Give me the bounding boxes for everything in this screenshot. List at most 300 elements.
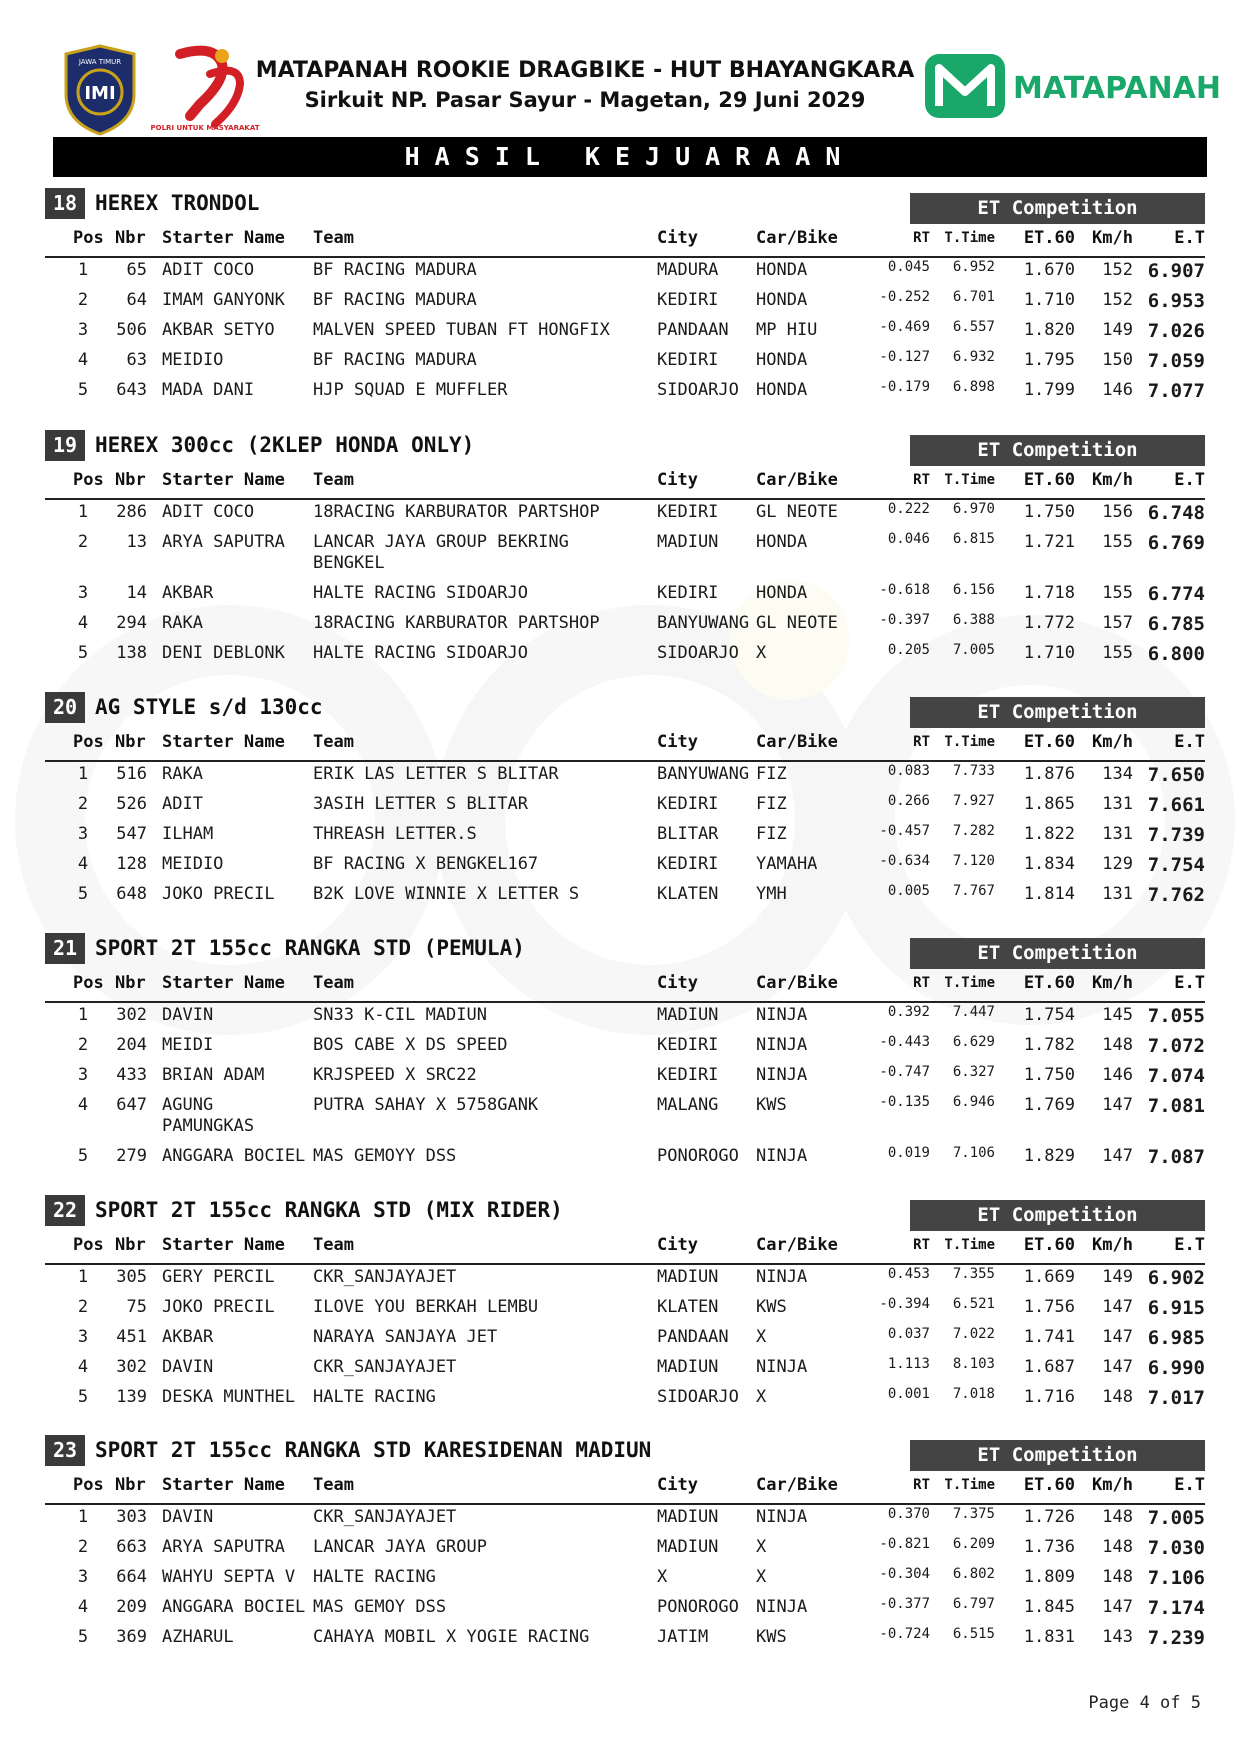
column-header-city: City [657, 228, 698, 248]
cell-nbr: 286 [116, 502, 147, 522]
cell-bike: GL NEOTE [756, 613, 838, 633]
cell-ttime: 7.018 [952, 1386, 995, 1402]
column-header-pos: Pos [73, 1235, 104, 1255]
cell-pos: 3 [77, 1567, 89, 1587]
cell-nbr: 64 [126, 290, 147, 310]
cell-rt: 0.045 [887, 259, 930, 275]
cell-team: HALTE RACING SIDOARJO [313, 583, 528, 603]
cell-pos: 1 [77, 764, 89, 784]
cell-kmh: 131 [1102, 824, 1133, 844]
column-header-et60: ET.60 [1023, 732, 1075, 752]
class-section [45, 1435, 1205, 1675]
table-row [45, 1035, 1205, 1065]
cell-team: KRJSPEED X SRC22 [313, 1065, 477, 1085]
cell-bike: NINJA [756, 1065, 808, 1085]
cell-nbr: 451 [116, 1327, 147, 1347]
table-row [45, 290, 1205, 320]
cell-et60: 1.750 [1023, 502, 1075, 522]
cell-bike: KWS [756, 1095, 787, 1115]
cell-name: DAVIN [162, 1005, 214, 1025]
column-header-bike: Car/Bike [756, 1475, 838, 1495]
table-row [45, 583, 1205, 613]
cell-et: 6.769 [1147, 532, 1205, 554]
cell-nbr: 547 [116, 824, 147, 844]
cell-et: 6.907 [1147, 260, 1205, 282]
cell-pos: 5 [77, 1627, 89, 1647]
cell-nbr: 302 [116, 1005, 147, 1025]
cell-et60: 1.772 [1023, 613, 1075, 633]
cell-ttime: 7.927 [952, 793, 995, 809]
cell-nbr: 139 [116, 1387, 147, 1407]
cell-ttime: 6.156 [952, 582, 995, 598]
cell-bike: NINJA [756, 1146, 808, 1166]
cell-rt: -0.821 [879, 1536, 930, 1552]
cell-pos: 5 [77, 643, 89, 663]
cell-et: 6.953 [1147, 290, 1205, 312]
column-header-name: Starter Name [162, 1235, 285, 1255]
cell-team: HJP SQUAD E MUFFLER [313, 380, 508, 400]
cell-rt: -0.397 [879, 612, 930, 628]
cell-nbr: 303 [116, 1507, 147, 1527]
cell-et60: 1.710 [1023, 290, 1075, 310]
cell-bike: HONDA [756, 260, 808, 280]
cell-pos: 1 [77, 1507, 89, 1527]
table-row [45, 350, 1205, 380]
cell-pos: 3 [77, 1327, 89, 1347]
cell-city: KEDIRI [657, 794, 719, 814]
cell-rt: -0.394 [879, 1296, 930, 1312]
cell-team: MAS GEMOYY DSS [313, 1146, 457, 1166]
cell-nbr: 664 [116, 1567, 147, 1587]
column-header-ttime: T.Time [944, 1477, 995, 1493]
table-row [45, 1627, 1205, 1657]
cell-et60: 1.669 [1023, 1267, 1075, 1287]
cell-rt: 0.001 [887, 1386, 930, 1402]
column-header-kmh: Km/h [1092, 1475, 1133, 1495]
column-header-name: Starter Name [162, 1475, 285, 1495]
cell-kmh: 134 [1102, 764, 1133, 784]
cell-team: CKR_SANJAYAJET [313, 1357, 457, 1377]
cell-team: HALTE RACING SIDOARJO [313, 643, 528, 663]
column-header-et60: ET.60 [1023, 973, 1075, 993]
cell-et: 7.072 [1147, 1035, 1205, 1057]
results-table-body [45, 502, 1205, 673]
cell-bike: FIZ [756, 794, 787, 814]
column-header-et60: ET.60 [1023, 228, 1075, 248]
table-row [45, 1146, 1205, 1176]
table-header [45, 973, 1205, 1003]
cell-kmh: 148 [1102, 1507, 1133, 1527]
cell-pos: 5 [77, 884, 89, 904]
cell-team: CKR_SANJAYAJET [313, 1507, 457, 1527]
column-header-rt: RT [913, 1477, 930, 1493]
cell-et60: 1.831 [1023, 1627, 1075, 1647]
cell-bike: NINJA [756, 1507, 808, 1527]
table-row [45, 764, 1205, 794]
class-title: SPORT 2T 155cc RANGKA STD (PEMULA) [95, 936, 525, 960]
cell-team: CAHAYA MOBIL X YOGIE RACING [313, 1627, 590, 1647]
column-header-ttime: T.Time [944, 734, 995, 750]
page-number: Page 4 of 5 [1088, 1693, 1201, 1713]
cell-et: 7.074 [1147, 1065, 1205, 1087]
table-row [45, 1095, 1205, 1146]
cell-et: 7.026 [1147, 320, 1205, 342]
cell-name: MEIDIO [162, 854, 224, 874]
cell-bike: HONDA [756, 380, 808, 400]
cell-nbr: 369 [116, 1627, 147, 1647]
column-header-rt: RT [913, 975, 930, 991]
cell-pos: 3 [77, 824, 89, 844]
cell-city: KLATEN [657, 884, 719, 904]
cell-kmh: 155 [1102, 532, 1133, 552]
table-row [45, 1267, 1205, 1297]
cell-kmh: 148 [1102, 1387, 1133, 1407]
cell-bike: KWS [756, 1627, 787, 1647]
cell-kmh: 146 [1102, 1065, 1133, 1085]
cell-ttime: 6.327 [952, 1064, 995, 1080]
cell-nbr: 14 [126, 583, 147, 603]
competition-badge: ET Competition [910, 193, 1205, 224]
cell-name: DESKA MUNTHEL [162, 1387, 296, 1407]
cell-ttime: 6.970 [952, 501, 995, 517]
cell-pos: 2 [77, 532, 89, 552]
cell-city: PANDAAN [657, 1327, 729, 1347]
cell-team: 3ASIH LETTER S BLITAR [313, 794, 528, 814]
cell-pos: 1 [77, 260, 89, 280]
column-header-bike: Car/Bike [756, 732, 838, 752]
column-header-kmh: Km/h [1092, 732, 1133, 752]
cell-kmh: 149 [1102, 1267, 1133, 1287]
cell-team: BF RACING MADURA [313, 260, 477, 280]
cell-rt: 0.370 [887, 1506, 930, 1522]
cell-rt: -0.304 [879, 1566, 930, 1582]
cell-rt: 0.392 [887, 1004, 930, 1020]
cell-rt: 1.113 [887, 1356, 930, 1372]
cell-bike: GL NEOTE [756, 502, 838, 522]
column-header-bike: Car/Bike [756, 973, 838, 993]
cell-nbr: 294 [116, 613, 147, 633]
cell-pos: 2 [77, 290, 89, 310]
cell-city: MADIUN [657, 1005, 719, 1025]
cell-pos: 4 [77, 613, 89, 633]
column-header-et60: ET.60 [1023, 1235, 1075, 1255]
column-header-ttime: T.Time [944, 975, 995, 991]
cell-name: BRIAN ADAM [162, 1065, 265, 1085]
column-header-nbr: Nbr [115, 1235, 146, 1255]
column-header-et: E.T [1174, 732, 1205, 752]
cell-ttime: 6.797 [952, 1596, 995, 1612]
results-table-body [45, 1507, 1205, 1657]
cell-rt: 0.453 [887, 1266, 930, 1282]
cell-city: PONOROGO [657, 1146, 739, 1166]
cell-city: SIDOARJO [657, 643, 739, 663]
cell-kmh: 156 [1102, 502, 1133, 522]
cell-name: WAHYU SEPTA V [162, 1567, 296, 1587]
cell-nbr: 526 [116, 794, 147, 814]
cell-et60: 1.822 [1023, 824, 1075, 844]
column-header-et: E.T [1174, 228, 1205, 248]
cell-ttime: 8.103 [952, 1356, 995, 1372]
cell-et: 7.005 [1147, 1507, 1205, 1529]
cell-name: ILHAM [162, 824, 214, 844]
cell-name: DAVIN [162, 1507, 214, 1527]
cell-city: MADURA [657, 260, 719, 280]
column-header-team: Team [313, 470, 354, 490]
cell-city: SIDOARJO [657, 1387, 739, 1407]
cell-rt: 0.222 [887, 501, 930, 517]
cell-et60: 1.809 [1023, 1567, 1075, 1587]
cell-et: 7.754 [1147, 854, 1205, 876]
table-header [45, 470, 1205, 500]
cell-et: 7.650 [1147, 764, 1205, 786]
cell-team: THREASH LETTER.S [313, 824, 477, 844]
cell-ttime: 6.521 [952, 1296, 995, 1312]
cell-et: 6.785 [1147, 613, 1205, 635]
cell-pos: 2 [77, 794, 89, 814]
cell-kmh: 155 [1102, 643, 1133, 663]
column-header-et: E.T [1174, 1235, 1205, 1255]
cell-bike: X [756, 1537, 767, 1557]
cell-rt: 0.205 [887, 642, 930, 658]
cell-kmh: 131 [1102, 884, 1133, 904]
cell-et60: 1.710 [1023, 643, 1075, 663]
cell-rt: -0.135 [879, 1094, 930, 1110]
column-header-name: Starter Name [162, 228, 285, 248]
cell-team: CKR_SANJAYAJET [313, 1267, 457, 1287]
cell-nbr: 663 [116, 1537, 147, 1557]
column-header-bike: Car/Bike [756, 470, 838, 490]
cell-et: 6.985 [1147, 1327, 1205, 1349]
cell-bike: MP HIU [756, 320, 818, 340]
class-number: 22 [45, 1195, 85, 1226]
svg-text:JAWA TIMUR: JAWA TIMUR [78, 58, 122, 66]
cell-rt: -0.457 [879, 823, 930, 839]
results-table-body [45, 764, 1205, 914]
svg-text:IMI: IMI [84, 83, 116, 104]
cell-kmh: 148 [1102, 1035, 1133, 1055]
cell-team: MALVEN SPEED TUBAN FT HONGFIX [313, 320, 610, 340]
cell-rt: -0.634 [879, 853, 930, 869]
cell-et60: 1.721 [1023, 532, 1075, 552]
cell-bike: NINJA [756, 1597, 808, 1617]
cell-et60: 1.756 [1023, 1297, 1075, 1317]
cell-team: 18RACING KARBURATOR PARTSHOP [313, 613, 600, 633]
cell-city: KEDIRI [657, 854, 719, 874]
competition-badge: ET Competition [910, 697, 1205, 728]
column-header-city: City [657, 732, 698, 752]
cell-name: AKBAR SETYO [162, 320, 275, 340]
cell-bike: HONDA [756, 290, 808, 310]
column-header-team: Team [313, 732, 354, 752]
cell-kmh: 148 [1102, 1537, 1133, 1557]
cell-et: 7.106 [1147, 1567, 1205, 1589]
class-title: SPORT 2T 155cc RANGKA STD (MIX RIDER) [95, 1198, 563, 1222]
cell-pos: 2 [77, 1537, 89, 1557]
cell-ttime: 7.106 [952, 1145, 995, 1161]
cell-team: BF RACING MADURA [313, 350, 477, 370]
cell-pos: 3 [77, 583, 89, 603]
cell-kmh: 129 [1102, 854, 1133, 874]
cell-et: 6.748 [1147, 502, 1205, 524]
cell-nbr: 13 [126, 532, 147, 552]
column-header-nbr: Nbr [115, 973, 146, 993]
cell-city: KEDIRI [657, 290, 719, 310]
cell-name: ARYA SAPUTRA [162, 1537, 285, 1557]
cell-et60: 1.716 [1023, 1387, 1075, 1407]
cell-name: ADIT [162, 794, 203, 814]
cell-rt: 0.005 [887, 883, 930, 899]
column-header-team: Team [313, 973, 354, 993]
cell-pos: 4 [77, 1095, 89, 1115]
cell-kmh: 152 [1102, 290, 1133, 310]
column-header-ttime: T.Time [944, 1237, 995, 1253]
column-header-pos: Pos [73, 1475, 104, 1495]
column-header-team: Team [313, 228, 354, 248]
cell-kmh: 147 [1102, 1327, 1133, 1347]
column-header-kmh: Km/h [1092, 228, 1133, 248]
cell-nbr: 647 [116, 1095, 147, 1115]
cell-name: IMAM GANYONK [162, 290, 285, 310]
table-row [45, 794, 1205, 824]
table-row [45, 613, 1205, 643]
cell-name: AKBAR [162, 1327, 214, 1347]
table-row [45, 1507, 1205, 1537]
cell-bike: NINJA [756, 1267, 808, 1287]
cell-pos: 1 [77, 1267, 89, 1287]
cell-kmh: 147 [1102, 1357, 1133, 1377]
column-header-nbr: Nbr [115, 228, 146, 248]
cell-bike: FIZ [756, 824, 787, 844]
cell-rt: -0.618 [879, 582, 930, 598]
column-header-rt: RT [913, 1237, 930, 1253]
cell-bike: HONDA [756, 532, 808, 552]
cell-nbr: 506 [116, 320, 147, 340]
cell-bike: YAMAHA [756, 854, 818, 874]
cell-nbr: 516 [116, 764, 147, 784]
cell-bike: X [756, 1567, 767, 1587]
results-table-body [45, 260, 1205, 410]
column-header-bike: Car/Bike [756, 1235, 838, 1255]
column-header-bike: Car/Bike [756, 228, 838, 248]
cell-name: ADIT COCO [162, 502, 255, 522]
cell-rt: -0.252 [879, 289, 930, 305]
column-header-et60: ET.60 [1023, 470, 1075, 490]
table-row [45, 1537, 1205, 1567]
column-header-kmh: Km/h [1092, 1235, 1133, 1255]
cell-et60: 1.726 [1023, 1507, 1075, 1527]
cell-city: MADIUN [657, 1537, 719, 1557]
column-header-team: Team [313, 1475, 354, 1495]
column-header-city: City [657, 470, 698, 490]
cell-ttime: 7.282 [952, 823, 995, 839]
cell-et: 6.990 [1147, 1357, 1205, 1379]
cell-kmh: 146 [1102, 380, 1133, 400]
class-title: SPORT 2T 155cc RANGKA STD KARESIDENAN MADIUN [95, 1438, 652, 1462]
polri-anniversary-logo [150, 44, 260, 134]
column-header-name: Starter Name [162, 973, 285, 993]
cell-et: 7.030 [1147, 1537, 1205, 1559]
cell-nbr: 209 [116, 1597, 147, 1617]
svg-text:MATAPANAH: MATAPANAH [1013, 71, 1221, 106]
cell-city: KEDIRI [657, 1065, 719, 1085]
table-row [45, 260, 1205, 290]
column-header-et: E.T [1174, 470, 1205, 490]
cell-rt: -0.179 [879, 379, 930, 395]
cell-kmh: 147 [1102, 1597, 1133, 1617]
cell-ttime: 7.005 [952, 642, 995, 658]
cell-team: NARAYA SANJAYA JET [313, 1327, 498, 1347]
cell-team: HALTE RACING [313, 1567, 436, 1587]
cell-team: BF RACING MADURA [313, 290, 477, 310]
cell-ttime: 6.701 [952, 289, 995, 305]
cell-et: 7.059 [1147, 350, 1205, 372]
column-header-pos: Pos [73, 470, 104, 490]
cell-name: MADA DANI [162, 380, 255, 400]
cell-bike: NINJA [756, 1035, 808, 1055]
cell-team: BF RACING X BENGKEL167 [313, 854, 539, 874]
cell-pos: 1 [77, 1005, 89, 1025]
column-header-nbr: Nbr [115, 470, 146, 490]
cell-rt: 0.046 [887, 531, 930, 547]
cell-rt: -0.724 [879, 1626, 930, 1642]
column-header-name: Starter Name [162, 470, 285, 490]
cell-kmh: 155 [1102, 583, 1133, 603]
cell-name: ADIT COCO [162, 260, 255, 280]
cell-team: LANCAR JAYA GROUP [313, 1537, 487, 1557]
cell-et: 7.077 [1147, 380, 1205, 402]
cell-bike: HONDA [756, 583, 808, 603]
cell-city: MALANG [657, 1095, 719, 1115]
cell-et60: 1.670 [1023, 260, 1075, 280]
cell-nbr: 433 [116, 1065, 147, 1085]
cell-nbr: 63 [126, 350, 147, 370]
cell-team: 18RACING KARBURATOR PARTSHOP [313, 502, 600, 522]
column-header-rt: RT [913, 734, 930, 750]
cell-name: DAVIN [162, 1357, 214, 1377]
event-title-block [250, 56, 920, 114]
matapanah-logo [925, 52, 1221, 120]
event-title: MATAPANAH ROOKIE DRAGBIKE - HUT BHAYANGKARA [255, 58, 915, 83]
cell-name: RAKA [162, 613, 203, 633]
class-section [45, 430, 1205, 670]
cell-et: 7.174 [1147, 1597, 1205, 1619]
cell-ttime: 6.946 [952, 1094, 995, 1110]
cell-name: AZHARUL [162, 1627, 234, 1647]
cell-et60: 1.687 [1023, 1357, 1075, 1377]
cell-pos: 5 [77, 380, 89, 400]
cell-city: PONOROGO [657, 1597, 739, 1617]
cell-et60: 1.754 [1023, 1005, 1075, 1025]
cell-ttime: 7.767 [952, 883, 995, 899]
cell-et: 7.055 [1147, 1005, 1205, 1027]
column-header-kmh: Km/h [1092, 470, 1133, 490]
cell-et: 7.239 [1147, 1627, 1205, 1649]
column-header-ttime: T.Time [944, 230, 995, 246]
table-row [45, 532, 1205, 583]
cell-city: BANYUWANG [657, 613, 750, 633]
table-row [45, 1005, 1205, 1035]
cell-city: KEDIRI [657, 583, 719, 603]
column-header-et60: ET.60 [1023, 1475, 1075, 1495]
cell-city: JATIM [657, 1627, 709, 1647]
cell-et60: 1.845 [1023, 1597, 1075, 1617]
class-number: 19 [45, 430, 85, 461]
column-header-rt: RT [913, 230, 930, 246]
cell-et60: 1.799 [1023, 380, 1075, 400]
cell-bike: X [756, 1387, 767, 1407]
cell-city: MADIUN [657, 1357, 719, 1377]
cell-bike: X [756, 643, 767, 663]
